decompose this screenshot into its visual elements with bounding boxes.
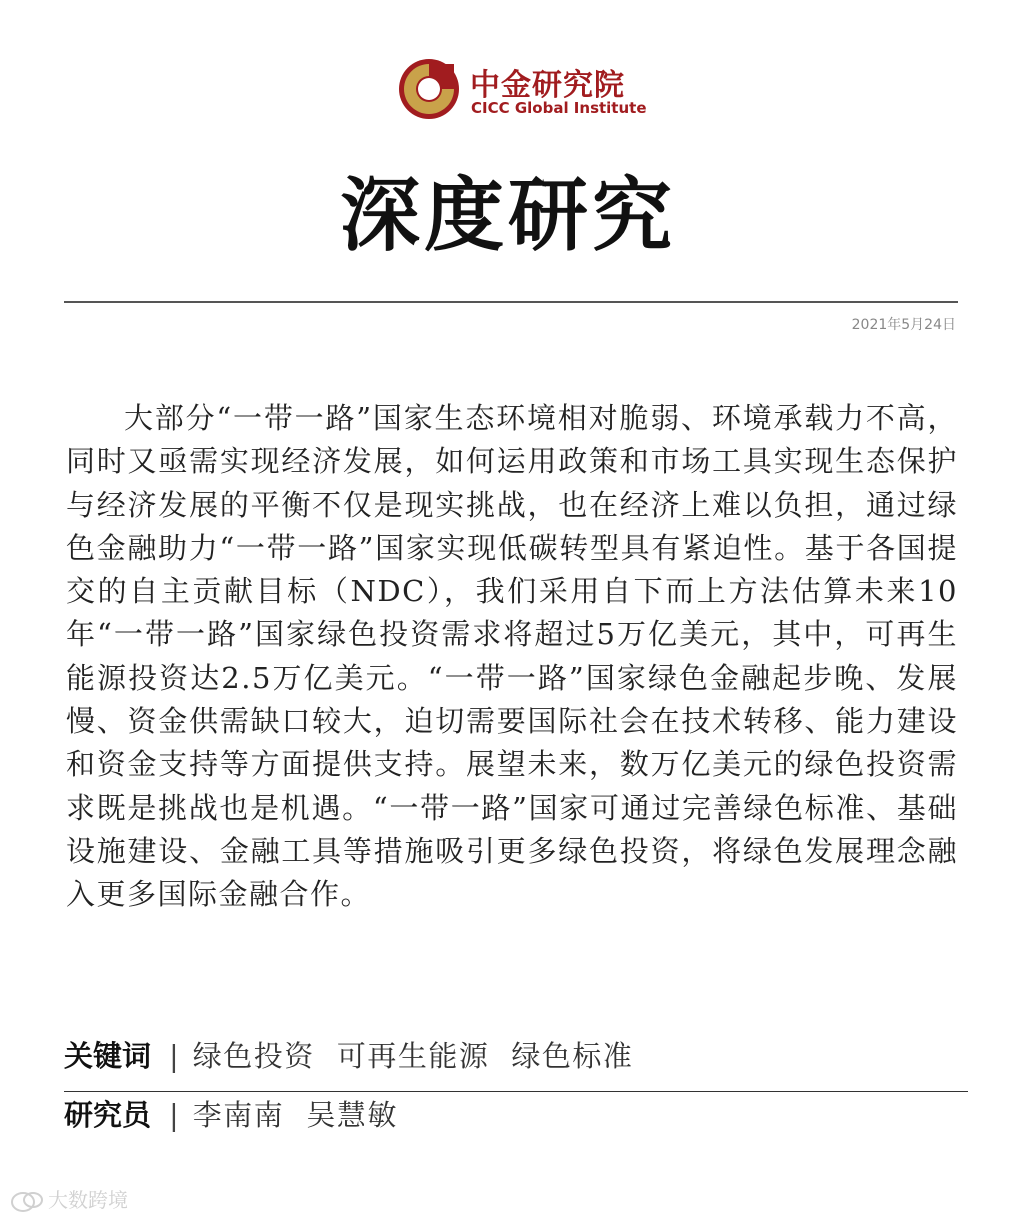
- watermark-text: 大数跨境: [48, 1188, 128, 1212]
- cicc-logo: [398, 58, 647, 122]
- header-divider: [64, 301, 958, 303]
- watermark: [10, 1184, 128, 1214]
- logo-chinese-name: 中金研究院: [470, 68, 625, 103]
- meta-divider: [64, 1091, 968, 1092]
- cicc-logo-icon: [398, 58, 460, 120]
- publish-date: 2021年5月24日: [851, 317, 956, 333]
- keyword-item: 绿色投资: [192, 1039, 315, 1073]
- researchers-label: 研究员: [64, 1098, 152, 1132]
- keywords-label: 关键词: [64, 1039, 152, 1073]
- researcher-name: 李南南: [192, 1098, 285, 1132]
- researchers-separator: |: [169, 1098, 179, 1132]
- researcher-name: 吴慧敏: [306, 1098, 398, 1132]
- abstract-paragraph: 大部分“一带一路”国家生态环境相对脆弱、环境承载力不高，同时又亟需实现经济发展，如何运用政策和市场工具实现生态保护与经济发展的平衡不仅是现实挑战，也在经济上难以负担，通过绿色金融助力“一带一路”国家实现低碳转型具有紧迫性。基于各国提交的自主贡献目标（NDC），我们采用自下而上方法估算未来10年“一带一路”国家绿色投资需求将超过5万亿美元，其中，可再生能源投资达2.5万亿美元。“一带一路”国家绿色金融起步晚、发展慢、资金供需缺口较大，迫切需要国际社会在技术转移、能力建设和资金支持等方面提供支持。展望未来，数万亿美元的绿色投资需求既是挑战也是机遇。“一带一路”国家可通过完善绿色标准、基础设施建设、金融工具等措施吸引更多绿色投资，将绿色发展理念融入更多国际金融合作。: [66, 401, 958, 912]
- keywords-row: [64, 1036, 655, 1076]
- chat-bubble-icon: [10, 1190, 44, 1214]
- keyword-item: 可再生能源: [336, 1039, 490, 1073]
- logo-english-name: CICC Global Institute: [471, 99, 647, 117]
- keywords-separator: |: [169, 1039, 179, 1073]
- researchers-row: [64, 1095, 420, 1135]
- page-title: 深度研究: [340, 168, 676, 262]
- keyword-item: 绿色标准: [511, 1039, 634, 1073]
